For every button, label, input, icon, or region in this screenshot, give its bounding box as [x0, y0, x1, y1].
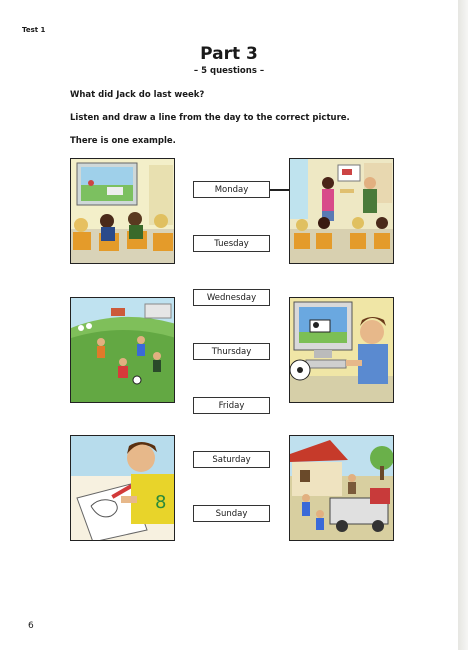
picture-class-watching-film[interactable] [70, 158, 175, 264]
picture-truck-at-farmhouse[interactable] [289, 435, 394, 541]
day-box-thursday[interactable]: Thursday [193, 343, 270, 360]
test-label: Test 1 [22, 26, 46, 34]
question-text: What did Jack do last week? [70, 90, 205, 100]
day-box-wednesday[interactable]: Wednesday [193, 289, 270, 306]
picture-teacher-with-visitor[interactable] [289, 158, 394, 264]
day-box-tuesday[interactable]: Tuesday [193, 235, 270, 252]
day-box-sunday[interactable]: Sunday [193, 505, 270, 522]
day-box-monday[interactable]: Monday [193, 181, 270, 198]
page-number: 6 [28, 621, 34, 631]
picture-playing-football[interactable] [70, 297, 175, 403]
page-edge-shadow [458, 0, 468, 650]
picture-boy-drawing[interactable] [70, 435, 175, 541]
picture-computer-cow-screen[interactable] [289, 297, 394, 403]
example-line [270, 189, 290, 191]
day-box-saturday[interactable]: Saturday [193, 451, 270, 468]
svg-text:8: 8 [155, 492, 167, 513]
page-subtitle: – 5 questions – [193, 66, 265, 76]
task-text: Listen and draw a line from the day to the correct picture. [70, 113, 350, 123]
page-title: Part 3 [200, 44, 258, 64]
day-box-friday[interactable]: Friday [193, 397, 270, 414]
example-note: There is one example. [70, 136, 176, 146]
